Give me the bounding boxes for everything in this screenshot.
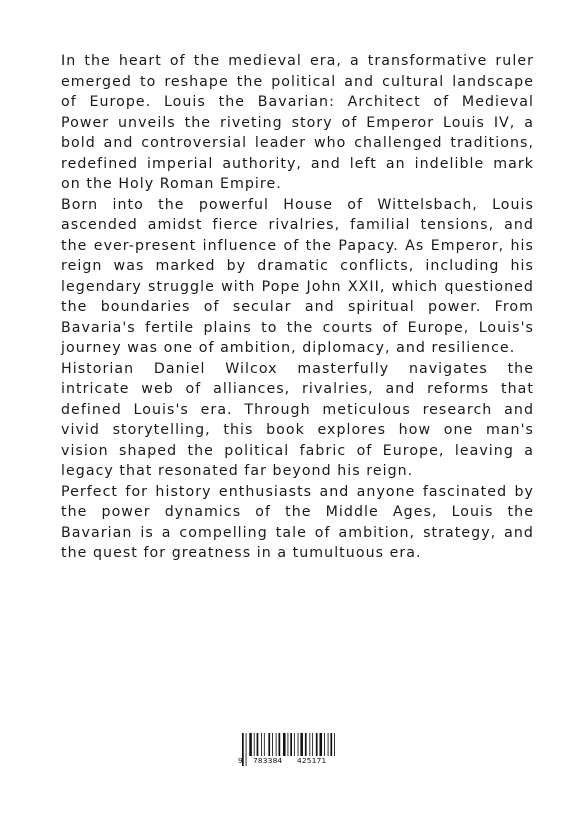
barcode-bar: [312, 733, 313, 756]
barcode-bar: [279, 733, 281, 756]
barcode-bar: [276, 733, 277, 756]
blurb-paragraph-2: Born into the powerful House of Wittelsbach, Louis ascended amidst fierce rivalries, familial tensions, and the ever-present influence of the Papacy. As Emperor, his reign was marked by dramatic conflicts, including his legendary struggle with Pope John XXII, which questioned the boundaries of secular and spiritual power. From Bavaria's fertile plains to the courts of Europe, Louis's journey was one of ambition, diplomacy, and resilience.: [61, 196, 534, 356]
barcode-lead-digit: 9: [238, 756, 243, 765]
barcode-bar: [264, 733, 265, 756]
barcode-bar: [320, 733, 323, 756]
barcode-left-digits: 783384: [253, 756, 283, 765]
barcode-bar: [328, 733, 329, 756]
barcode-bar: [246, 733, 247, 766]
barcode-bar: [288, 733, 289, 756]
barcode-bar: [261, 733, 262, 756]
barcode-bar: [268, 733, 270, 756]
blurb-paragraph-4: Perfect for history enthusiasts and anyone fascinated by the power dynamics of the Middle Ages, Louis the Bavarian is a compelling tale of ambition, strategy, and the quest for greatness in a tumultuous era.: [61, 483, 534, 561]
barcode-bar: [300, 733, 303, 756]
barcode-bar: [334, 733, 335, 756]
barcode-bar: [254, 733, 255, 756]
barcode-bar: [324, 733, 325, 756]
barcode-bar: [305, 733, 307, 756]
barcode-bar: [330, 733, 332, 756]
barcode-bar: [309, 733, 310, 756]
barcode-bar: [294, 733, 295, 756]
blurb-paragraph-1: In the heart of the medieval era, a transformative ruler emerged to reshape the political and cultural landscape of Europe. Louis the Bavarian: Architect of Medieval Power unveils the riveting story of Emperor Louis IV, a bold and controversial leader who challenged traditions, redefined imperial authority, and left an indelible mark on the Holy Roman Empire.: [61, 53, 534, 192]
barcode-bar: [316, 733, 318, 756]
barcode-bar: [283, 733, 286, 756]
isbn-barcode: [236, 733, 341, 769]
blurb-paragraph-3: Historian Daniel Wilcox masterfully navigates the intricate web of alliances, rivalries, and reforms that defined Louis's era. Through meticulous research and vivid storytelling, this book explores how one man's vision shaped the political fabric of Europe, leaving a legacy that resonated far beyond his reign.: [61, 360, 534, 479]
barcode-bar: [298, 733, 299, 756]
barcode-bar: [272, 733, 273, 756]
barcode-bar: [257, 733, 259, 756]
barcode-bar: [249, 733, 252, 756]
barcode-bar: [290, 733, 292, 756]
barcode-right-digits: 425171: [297, 756, 327, 765]
back-cover-blurb: [61, 51, 534, 564]
